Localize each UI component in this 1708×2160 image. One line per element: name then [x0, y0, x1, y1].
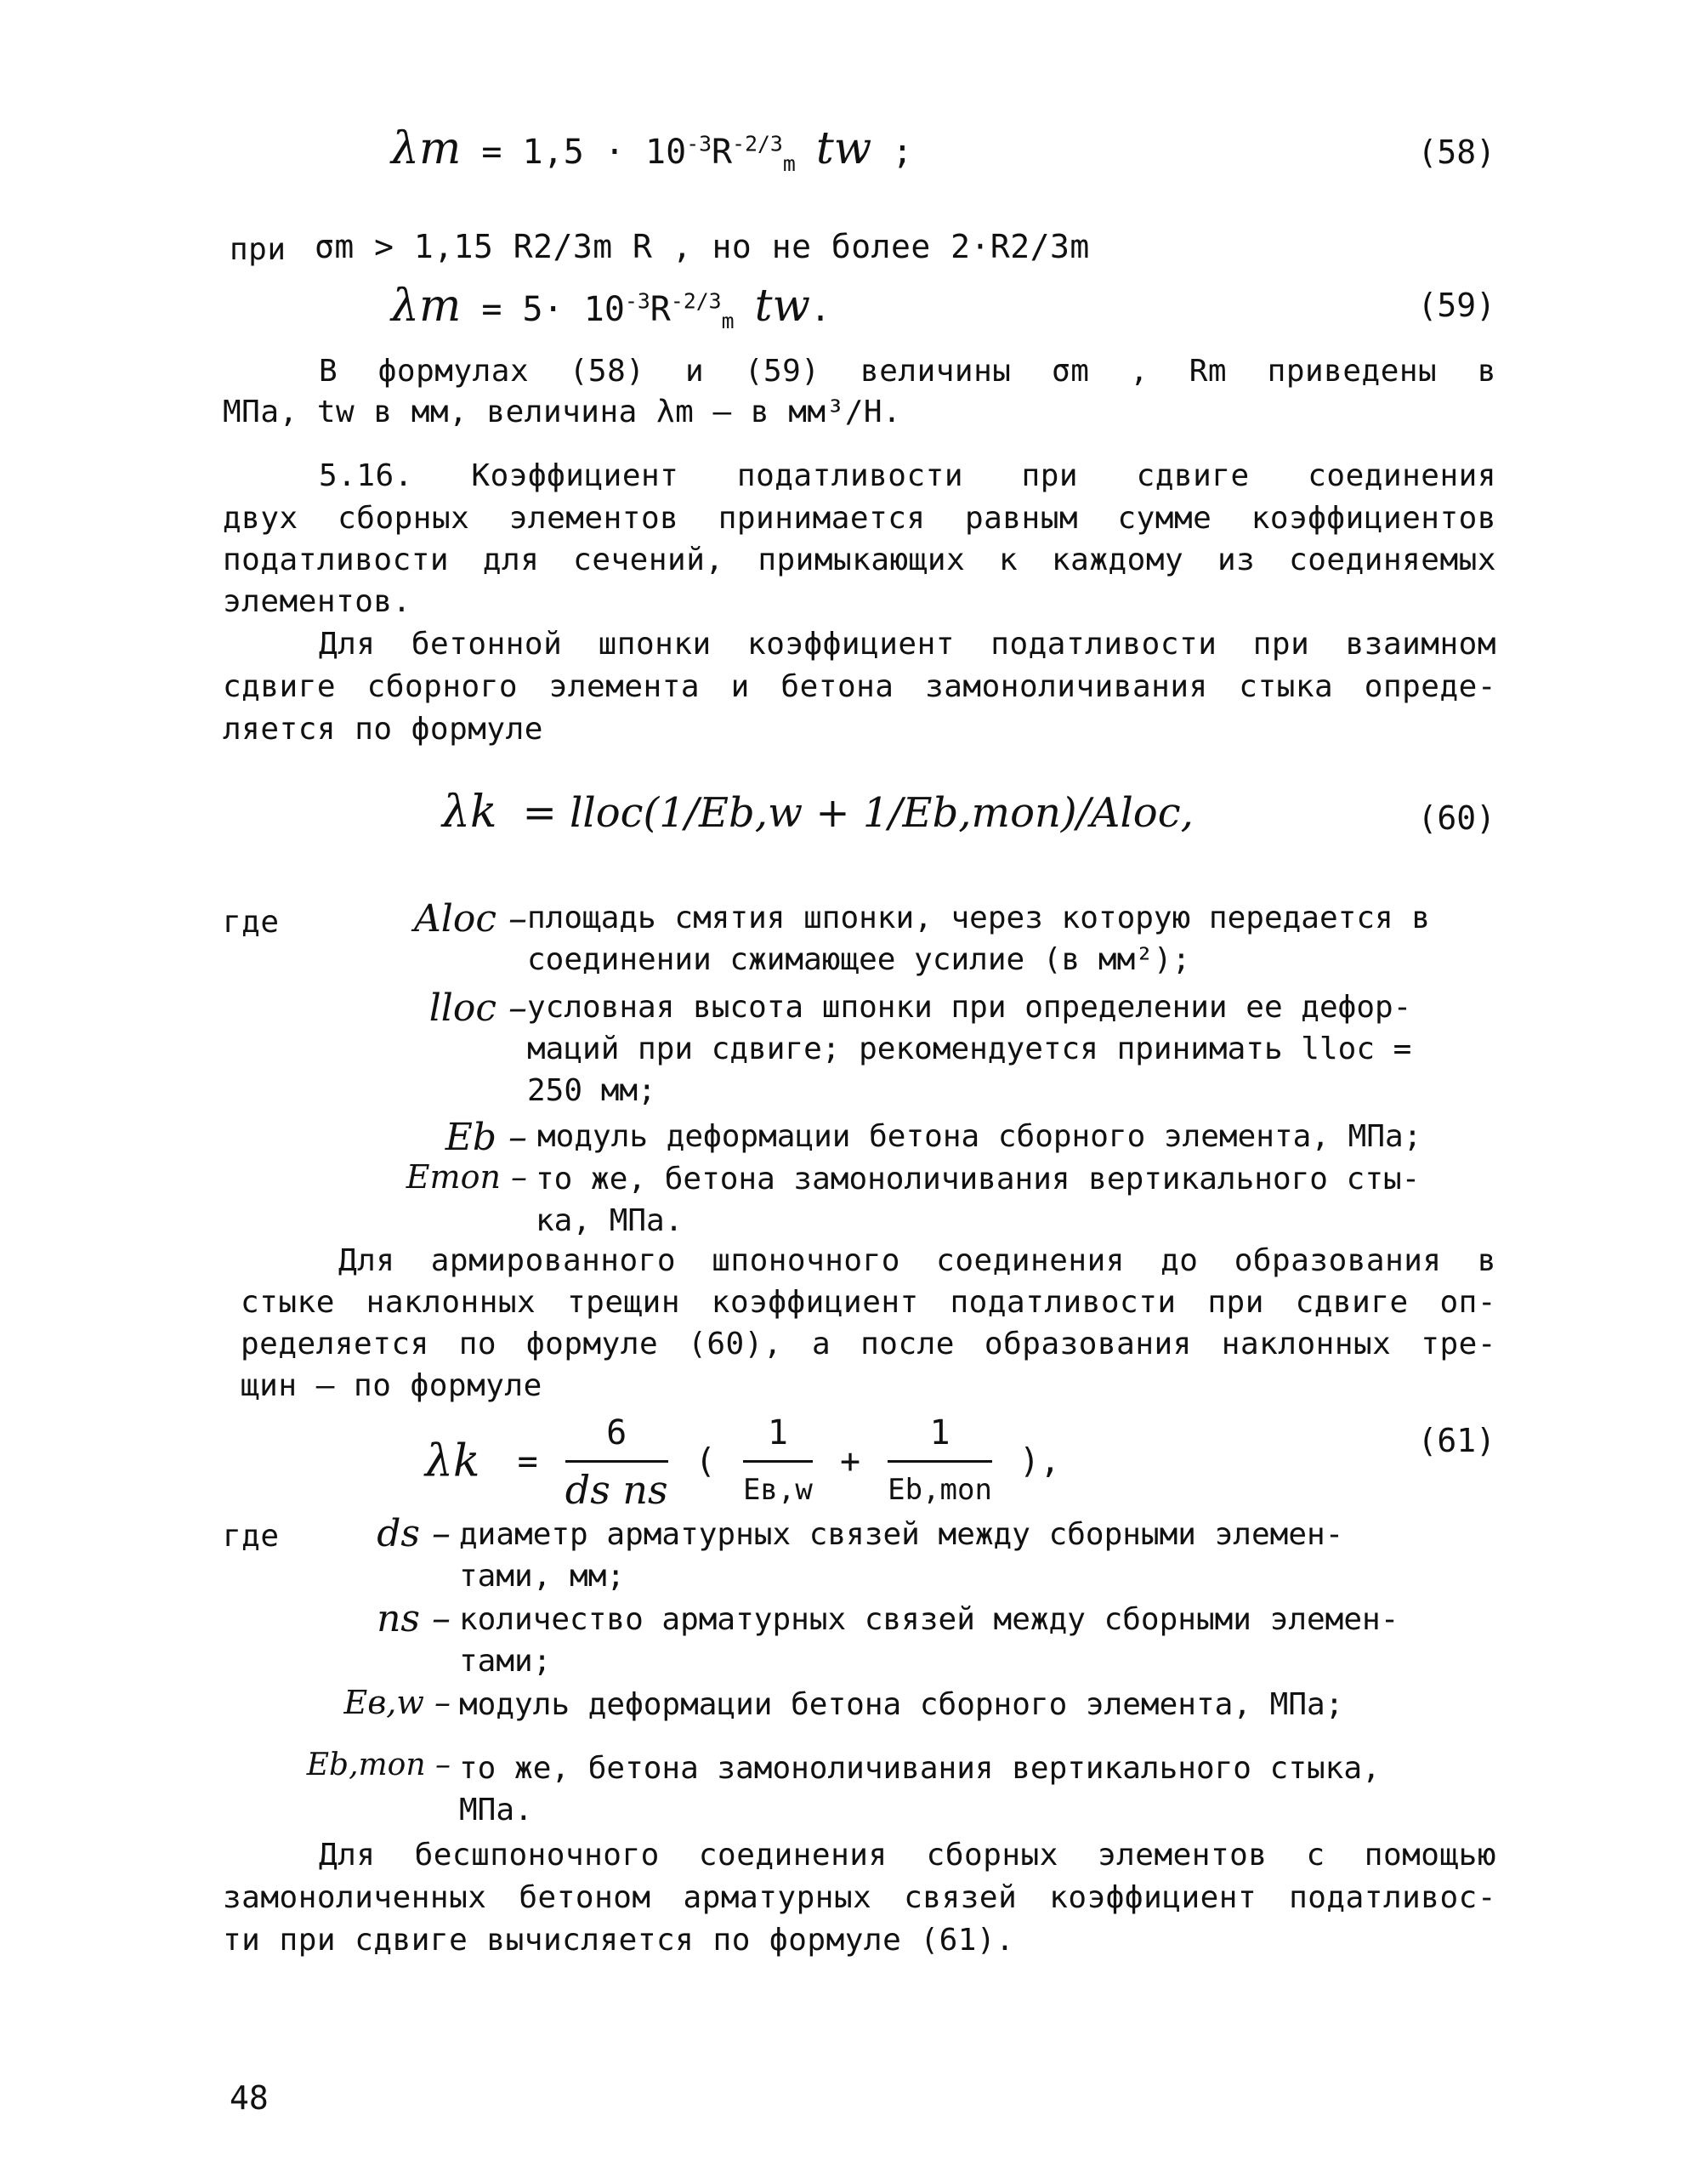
- def-ns-symbol: ns –: [377, 1597, 451, 1640]
- def-aloc-line-1: площадь смятия шпонки, через которую передается в: [527, 901, 1431, 935]
- def-emon-line-2: ка, МПа.: [536, 1203, 684, 1238]
- def-eb-symbol: Eb –: [445, 1116, 527, 1159]
- def-aloc-symbol: Aloc –: [414, 897, 527, 941]
- def-emon-symbol: Emon –: [406, 1158, 527, 1196]
- p-concrete-line-2: сдвиге сборного элемента и бетона замоноличивания стыка опреде-: [223, 669, 1496, 704]
- where-label-2: где: [223, 1519, 280, 1554]
- def-lloc-line-1: условная высота шпонки при определении ее дефор-: [527, 990, 1412, 1025]
- p-reinforced-line-3: ределяется по формуле (60), а после образования наклонных тре-: [241, 1327, 1496, 1361]
- condition-text: σm > 1,15 R2/3m R , но не более 2·R2/3m: [315, 228, 1090, 265]
- formula-59-number: (59): [1417, 287, 1495, 324]
- formula-58-number: (58): [1417, 134, 1495, 171]
- formula-60: λk = lloc(1/Eb,w + 1/Eb,mon)/Aloc,: [442, 787, 1194, 838]
- p-keyless-line-1: Для бесшпоночного соединения сборных элементов с помощью: [319, 1838, 1496, 1873]
- def-lloc-line-3: 250 мм;: [527, 1073, 656, 1108]
- def-ds-symbol: ds –: [377, 1512, 451, 1555]
- def-ebmon-symbol: Eb,mon –: [306, 1748, 451, 1782]
- formula-59: $\lambda m = 5\cdot 10^{-3}R^{-2/3}_m$ tw.: [391, 281, 831, 333]
- def-ebw-line-1: модуль деформации бетона сборного элемента, МПа;: [459, 1687, 1344, 1722]
- def-lloc-line-2: маций при сдвиге; рекомендуется принимать lloc =: [527, 1032, 1412, 1066]
- p516-line-3: податливости для сечений, примыкающих к каждому из соединяемых: [223, 543, 1496, 577]
- p-keyless-line-2: замоноличенных бетоном арматурных связей коэффициент податливос-: [223, 1880, 1496, 1915]
- p-reinforced-line-1: Для армированного шпоночного соединения до образования в: [338, 1243, 1496, 1278]
- def-ds-line-2: тами, мм;: [459, 1559, 626, 1594]
- formula-60-number: (60): [1417, 799, 1495, 837]
- def-aloc-line-2: соединении сжимающее усилие (в мм²);: [527, 942, 1191, 977]
- def-emon-line-1: то же, бетона замоноличивания вертикального сты-: [536, 1162, 1421, 1197]
- def-ebmon-line-2: МПа.: [459, 1793, 533, 1827]
- p516-line-4: элементов.: [223, 584, 411, 619]
- p-reinforced-line-2: стыке наклонных трещин коэффициент податливости при сдвиге оп-: [241, 1285, 1496, 1320]
- p-keyless-line-3: ти при сдвиге вычисляется по формуле (61).: [223, 1923, 1015, 1958]
- frac-ebw: $\frac{1}{Eв,w}$: [743, 1407, 813, 1515]
- p-reinforced-line-4: щин – по формуле: [241, 1368, 542, 1403]
- p-concrete-line-1: Для бетонной шпонки коэффициент податливости при взаимном: [319, 627, 1496, 662]
- formula-61-number: (61): [1417, 1422, 1495, 1459]
- where-label-1: где: [223, 905, 280, 940]
- p516-line-1: 5.16. Коэффициент податливости при сдвиге соединения: [319, 458, 1496, 493]
- frac-ebmon: $\frac{1}{\text{Eb,mon}}$: [888, 1407, 992, 1515]
- formula-61: λk = $\frac{6}{\text{ds ns}}$ ( $\frac{1}{Eв,w}$ + $\frac{1}{\text{Eb,mon}}$ ),: [425, 1407, 1060, 1515]
- def-ds-line-1: диаметр арматурных связей между сборными элемен-: [459, 1517, 1344, 1552]
- def-ns-line-1: количество арматурных связей между сборными элемен-: [459, 1602, 1399, 1637]
- def-lloc-symbol: lloc –: [428, 986, 527, 1030]
- units-note-line-2: МПа, tw в мм, величина λm – в мм³/Н.: [223, 395, 902, 429]
- page-number: 48: [230, 2079, 269, 2117]
- def-ebmon-line-1: то же, бетона замоноличивания вертикального стыка,: [459, 1751, 1381, 1786]
- p516-line-2: двух сборных элементов принимается равным сумме коэффициентов: [223, 501, 1496, 536]
- condition-prefix: при: [230, 232, 287, 267]
- def-eb-line-1: модуль деформации бетона сборного элемента, МПа;: [537, 1119, 1422, 1154]
- formula-58: $\lambda m = 1,5 \cdot 10^{-3}R^{-2/3}_m$ tw ;: [391, 123, 913, 176]
- p-concrete-line-3: ляется по формуле: [223, 712, 543, 747]
- def-ebw-symbol: Eв,w –: [343, 1684, 451, 1721]
- units-note-line-1: В формулах (58) и (59) величины σm , Rm приведены в: [319, 354, 1496, 389]
- frac-main: $\frac{6}{\text{ds ns}}$: [565, 1407, 668, 1515]
- def-ns-line-2: тами;: [459, 1644, 552, 1679]
